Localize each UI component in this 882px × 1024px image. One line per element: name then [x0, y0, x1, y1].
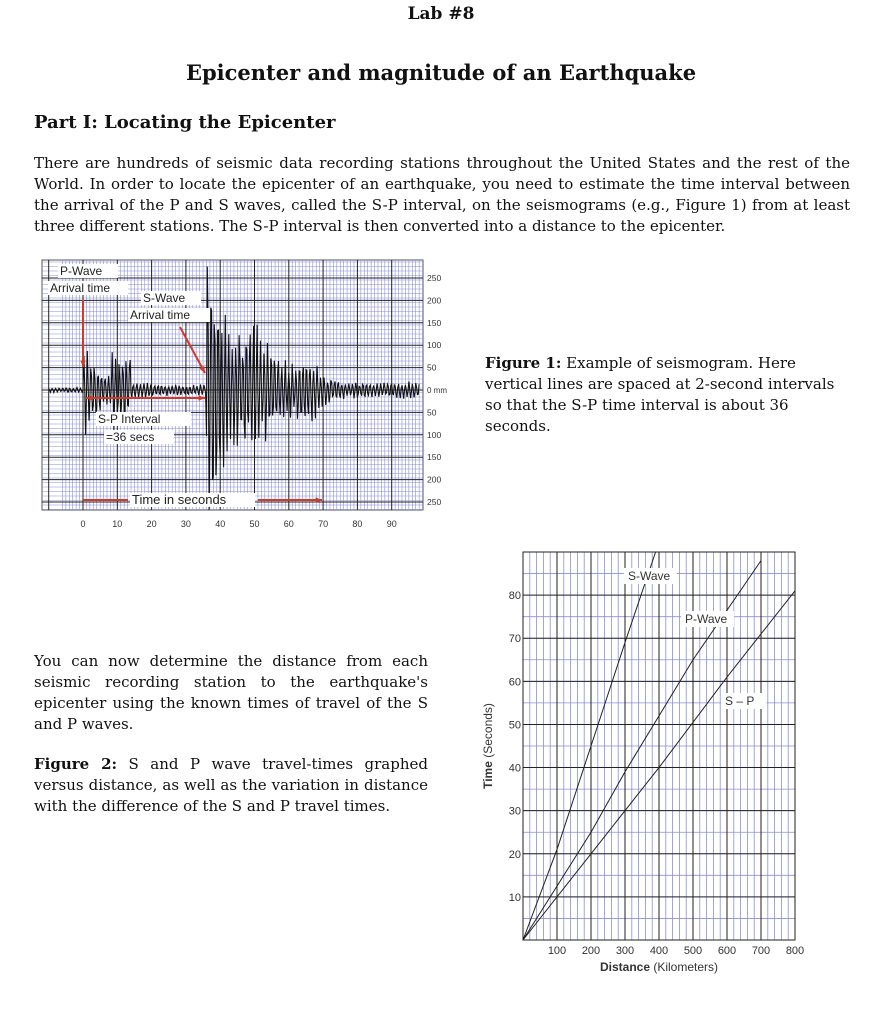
y-tick-label: 50 [427, 407, 437, 418]
x-axis-label-bold: Distance [599, 960, 651, 974]
x-tick-label: 800 [785, 945, 805, 957]
series-label: S – P [725, 694, 755, 708]
x-tick-label: 100 [547, 945, 567, 957]
sp-value-label: =36 secs [106, 430, 155, 444]
distance-paragraph: You can now determine the distance from each seismic recording station to the earthquake's epicenter using the known times of travel of the S and P waves. [34, 652, 428, 733]
x-tick-label: 20 [146, 519, 157, 529]
y-tick-label: 70 [508, 633, 521, 646]
x-tick-label: 600 [717, 945, 737, 957]
y-tick-label: 250 [427, 497, 442, 507]
figure1-caption [485, 353, 835, 437]
x-tick-label: 0 [80, 519, 86, 529]
section-heading: Part I: Locating the Epicenter [34, 112, 336, 133]
y-tick-label: 20 [508, 848, 521, 861]
figure1-text: Example of seismogram. Here vertical lines are spaced at 2-second intervals so that the S-P time interval is about 36 seconds. [485, 354, 835, 435]
s-arrival-label: Arrival time [130, 308, 191, 322]
x-tick-label: 200 [581, 945, 601, 957]
sp-interval-label: S-P Interval [98, 412, 161, 426]
x-tick-label: 90 [386, 519, 397, 529]
x-tick-label: 30 [180, 519, 191, 529]
y-axis-label-bold: Time [481, 761, 495, 789]
y-axis-label-rest: (Seconds) [481, 703, 495, 762]
lab-number: Lab #8 [407, 4, 475, 24]
figure2-label: Figure 2: [34, 755, 118, 773]
y-axis-label [481, 703, 495, 789]
y-tick-label: 150 [427, 317, 442, 328]
y-tick-label: 250 [427, 273, 442, 283]
series-label: S-Wave [628, 569, 671, 583]
p-arrival-label: Arrival time [50, 281, 111, 295]
intro-paragraph: There are hundreds of seismic data recording stations throughout the United States and the rest of the World. In order to locate the epicenter of an earthquake, you need to estimate the time interval between the arrival of the P and S waves, called the S-P interval, on the seismograms (e.g., Figure 1) from at least three different stations. The S-P interval is then converted into a distance to the epicenter. [34, 154, 850, 235]
y-tick-label: 40 [508, 762, 521, 775]
y-tick-label: 80 [508, 590, 521, 603]
y-tick-label: 200 [427, 295, 442, 306]
page-title: Epicenter and magnitude of an Earthquake [185, 60, 697, 85]
y-tick-label: 100 [427, 429, 442, 440]
x-tick-label: 50 [249, 519, 260, 529]
x-tick-label: 500 [683, 945, 703, 957]
x-tick-label: 40 [215, 519, 226, 529]
figure2-text: S and P wave travel-times graphed versus distance, as well as the variation in distance with the difference of the S and P travel times. [34, 755, 428, 815]
seismogram-figure [30, 255, 455, 540]
x-tick-label: 400 [649, 945, 669, 957]
x-axis-label-rest: (Kilometers) [650, 960, 719, 974]
y-tick-label: 100 [427, 340, 442, 351]
p-wave-label: P-Wave [60, 264, 103, 278]
y-tick-label: 50 [427, 362, 437, 373]
y-tick-label: 50 [508, 719, 521, 732]
x-tick-label: 700 [751, 945, 771, 957]
x-tick-label: 60 [283, 519, 294, 529]
x-tick-label: 10 [112, 519, 123, 529]
s-wave-label: S-Wave [143, 291, 186, 305]
series-label: P-Wave [685, 612, 728, 626]
travel-time-chart [475, 545, 815, 985]
figure2-caption [34, 754, 428, 817]
x-tick-label: 80 [352, 519, 363, 529]
x-axis-label [600, 960, 718, 974]
time-axis-label: Time in seconds [132, 492, 227, 507]
y-tick-label: 150 [427, 452, 442, 463]
y-tick-label: 60 [508, 676, 521, 689]
y-tick-label: 0 mm [427, 386, 447, 395]
figure1-label: Figure 1: [485, 354, 562, 372]
x-tick-label: 300 [615, 945, 635, 957]
y-tick-label: 30 [508, 805, 521, 818]
y-tick-label: 10 [508, 891, 521, 904]
y-tick-label: 200 [427, 474, 442, 485]
x-tick-label: 70 [318, 519, 329, 529]
